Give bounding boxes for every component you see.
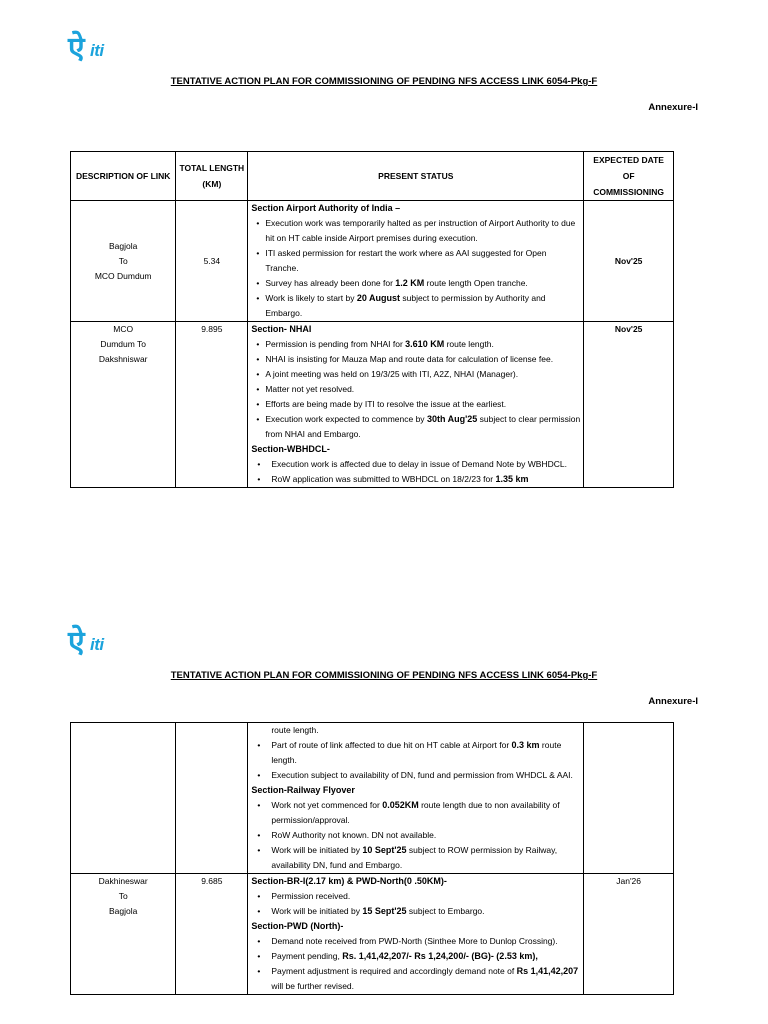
link-line: Dakhineswar — [98, 876, 148, 886]
item-highlight: 15 Sept'25 — [362, 906, 407, 916]
table-row — [71, 201, 674, 322]
continued-text: route length. — [271, 725, 319, 735]
item-text: Permission is pending from NHAI for — [265, 339, 406, 349]
list-item — [271, 934, 580, 949]
list-item — [271, 768, 580, 783]
header-total-length: TOTAL LENGTH (KM) — [176, 152, 248, 201]
status-list — [251, 798, 580, 873]
list-item — [271, 904, 580, 919]
item-text: A joint meeting was held on 19/3/25 with ITI, A2Z, NHAI (Manager). — [265, 369, 519, 379]
item-text: route length. — [444, 339, 494, 349]
list-item — [265, 382, 580, 397]
status-list — [251, 457, 580, 487]
list-item — [265, 412, 580, 442]
item-highlight: 10 Sept'25 — [362, 845, 407, 855]
item-highlight: 30th Aug'25 — [426, 414, 478, 424]
item-text: will be further revised. — [271, 981, 355, 991]
section-heading: Section- NHAI — [251, 324, 312, 334]
list-item — [265, 397, 580, 412]
item-text: Efforts are being made by ITI to resolve the issue at the earliest. — [265, 399, 507, 409]
status-cell — [248, 723, 584, 874]
date-cell — [584, 723, 674, 874]
list-item — [271, 889, 580, 904]
header-expected-date: EXPECTED DATE OF COMMISSIONING — [584, 152, 674, 201]
item-text: NHAI is insisting for Mauza Map and route data for calculation of license fee. — [265, 354, 554, 364]
item-text: Permission received. — [271, 891, 351, 901]
item-text: route length. — [271, 740, 562, 765]
item-text: Survey has already been done for — [265, 278, 396, 288]
item-text: Execution subject to availability of DN, fund and permission from WHDCL & AAI. — [271, 770, 573, 780]
table-header-row — [71, 152, 674, 201]
status-table-continued — [70, 722, 674, 995]
section-heading: Section-WBHDCL- — [251, 444, 330, 454]
iti-logo-word: iti — [90, 635, 104, 654]
item-text: Payment adjustment is required and accordingly demand note of — [271, 966, 517, 976]
table-row — [71, 874, 674, 995]
length-cell: 9.685 — [176, 874, 248, 995]
list-item — [271, 738, 580, 768]
section-heading: Section Airport Authority of India – — [251, 203, 401, 213]
item-highlight: 3.610 KM — [405, 339, 445, 349]
list-item — [265, 276, 580, 291]
iti-logo-glyph: ऐ — [68, 31, 85, 66]
page-title: TENTATIVE ACTION PLAN FOR COMMISSIONING OF PENDING NFS ACCESS LINK 6054-Pkg-F — [170, 76, 598, 87]
link-line: To — [118, 255, 128, 266]
link-line: MCO Dumdum — [94, 270, 152, 281]
section-heading: Section-Railway Flyover — [251, 785, 355, 795]
list-item — [271, 457, 580, 472]
list-item — [265, 352, 580, 367]
item-highlight: 20 August — [356, 293, 400, 303]
item-text: ITI asked permission for restart the work where as AAI suggested for Open Tranche. — [265, 248, 547, 273]
status-list — [251, 934, 580, 994]
annexure-label: Annexure-I — [648, 102, 698, 113]
item-text: Part of route of link affected to due hit on HT cable at Airport for — [271, 740, 512, 750]
item-highlight: Rs 1,41,42,207 — [516, 966, 579, 976]
page-title: TENTATIVE ACTION PLAN FOR COMMISSIONING OF PENDING NFS ACCESS LINK 6054-Pkg-F — [170, 670, 598, 681]
list-item — [265, 246, 580, 276]
item-text: subject to ROW permission by Railway, availability DN, fund and Embargo. — [271, 845, 558, 870]
annexure-label: Annexure-I — [648, 696, 698, 707]
table-row — [71, 723, 674, 874]
item-text: Work will be initiated by — [271, 906, 363, 916]
list-item — [265, 337, 580, 352]
item-highlight: 0.052KM — [382, 800, 419, 810]
link-line: To — [118, 891, 128, 901]
item-text: RoW Authority not known. DN not available. — [271, 830, 437, 840]
item-highlight: 1.2 KM — [395, 278, 425, 288]
link-cell — [71, 201, 176, 322]
list-item — [271, 472, 580, 487]
item-text: Matter not yet resolved. — [265, 384, 355, 394]
link-cell — [71, 322, 176, 488]
item-text: Execution work is affected due to delay in issue of Demand Note by WBHDCL. — [271, 459, 567, 469]
status-cell — [248, 322, 584, 488]
iti-logo-word: iti — [90, 41, 104, 60]
status-cell — [248, 201, 584, 322]
date-cell: Nov'25 — [584, 322, 674, 488]
link-cell — [71, 723, 176, 874]
item-text: Work will be initiated by — [271, 845, 363, 855]
iti-logo-glyph: ऐ — [68, 625, 85, 660]
link-line: Bagjola — [109, 906, 138, 916]
header-description: DESCRIPTION OF LINK — [71, 152, 176, 201]
list-item — [265, 291, 580, 321]
item-text: subject to permission by Authority and Embargo. — [265, 293, 546, 318]
status-list — [251, 889, 580, 919]
iti-logo — [68, 626, 116, 662]
header-present-status: PRESENT STATUS — [248, 152, 584, 201]
item-text: Payment pending, — [271, 951, 343, 961]
item-text: Execution work was temporarily halted as per instruction of Airport Authority to due hit on HT cable inside Airport premises during execution. — [265, 218, 576, 243]
list-item — [271, 828, 580, 843]
status-list — [251, 337, 580, 442]
list-item — [265, 367, 580, 382]
length-cell — [176, 723, 248, 874]
item-highlight: Rs. 1,41,42,207/- Rs 1,24,200/- (BG)- (2.53 km), — [342, 951, 538, 961]
iti-logo — [68, 32, 116, 68]
date-cell: Nov'25 — [584, 201, 674, 322]
length-cell: 9.895 — [176, 322, 248, 488]
item-text: Demand note received from PWD-North (Sinthee More to Dunlop Crossing). — [271, 936, 558, 946]
table-row — [71, 322, 674, 488]
list-item — [271, 798, 580, 828]
list-item — [271, 949, 580, 964]
link-line: Bagjola — [109, 240, 138, 251]
list-item — [265, 216, 580, 246]
item-text: Execution work expected to commence by — [265, 414, 427, 424]
status-list — [251, 738, 580, 783]
item-text: RoW application was submitted to WBHDCL on 18/2/23 for — [271, 474, 496, 484]
item-text: subject to Embargo. — [406, 906, 485, 916]
length-cell: 5.34 — [176, 201, 248, 322]
link-line: Dumdum To — [100, 339, 147, 349]
item-highlight: 1.35 km — [495, 474, 529, 484]
link-cell — [71, 874, 176, 995]
link-line: MCO — [113, 324, 134, 334]
item-text: Work not yet commenced for — [271, 800, 383, 810]
link-line: Dakshniswar — [98, 354, 148, 364]
item-text: Work is likely to start by — [265, 293, 357, 303]
section-heading: Section-PWD (North)- — [251, 921, 344, 931]
item-text: subject to clear permission from NHAI and Embargo. — [265, 414, 581, 439]
list-item — [271, 843, 580, 873]
section-heading: Section-BR-I(2.17 km) & PWD-North(0 .50KM)- — [251, 876, 447, 886]
item-highlight: 0.3 km — [511, 740, 540, 750]
item-text: route length due to non availability of permission/approval. — [271, 800, 560, 825]
list-item — [271, 964, 580, 994]
status-list — [251, 216, 580, 321]
item-text: route length Open tranche. — [424, 278, 528, 288]
date-cell: Jan'26 — [584, 874, 674, 995]
status-table — [70, 151, 674, 488]
status-cell — [248, 874, 584, 995]
